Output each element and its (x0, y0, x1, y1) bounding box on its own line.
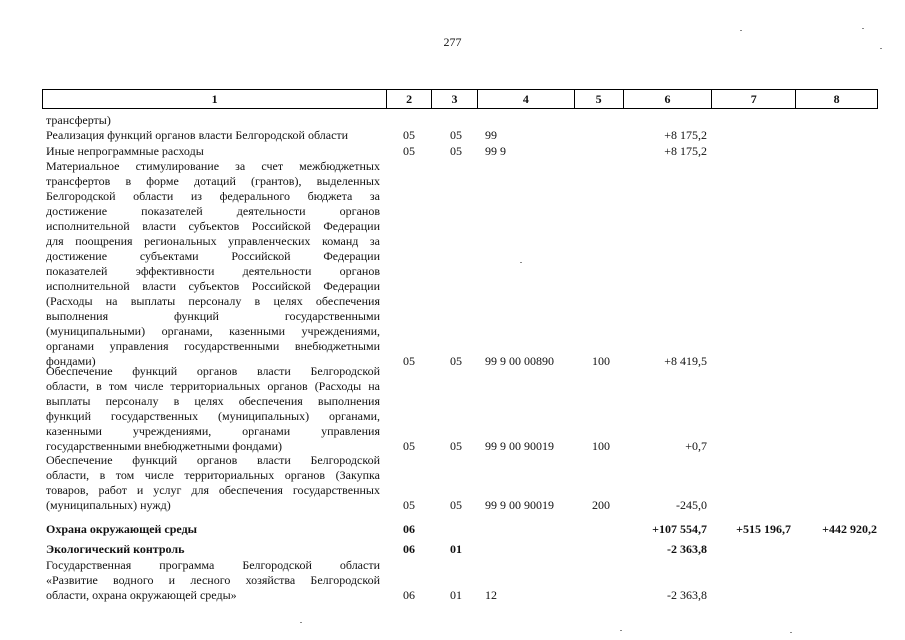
cell-c2: 06 (403, 588, 415, 602)
table-row (0, 144, 905, 159)
header-col-5: 5 (575, 90, 624, 108)
cell-c6: +8 175,2 (664, 144, 707, 158)
row-description-line: для поощрения региональных управленческих команд за (46, 234, 380, 248)
cell-c3: 05 (450, 354, 462, 368)
row-description-line: функций государственных (муниципальных) органами, (46, 409, 380, 423)
table-row (0, 159, 905, 369)
cell-c4: 12 (485, 588, 497, 602)
row-description-line: Экологический контроль (46, 542, 185, 556)
row-description-line: трансферты) (46, 113, 111, 127)
cell-c6: +0,7 (685, 439, 707, 453)
table-row (0, 364, 905, 454)
header-col-1: 1 (43, 90, 387, 108)
cell-c4: 99 (485, 128, 497, 142)
row-description-line: (Расходы на выплаты персоналу в целях обеспечения (46, 294, 380, 308)
row-description-line: показателей эффективности деятельности органов (46, 264, 380, 278)
header-col-3: 3 (432, 90, 478, 108)
row-description-line: исполнительной власти субъектов Российской Федерации (46, 219, 380, 233)
row-description-line: органами управления государственными внебюджетными (46, 339, 380, 353)
table-row (0, 113, 905, 128)
row-description-line: выплаты персоналу в целях обеспечения выполнения (46, 394, 380, 408)
cell-c2: 05 (403, 144, 415, 158)
cell-c3: 05 (450, 498, 462, 512)
cell-c2: 06 (403, 522, 415, 536)
row-description-line: Реализация функций органов власти Белгородской области (46, 128, 349, 142)
row-description-line: товаров, работ и услуг для обеспечения государственных (46, 483, 380, 497)
row-description-line: трансфертов в форме дотаций (грантов), выделенных (46, 174, 380, 188)
row-description-line: области, в том числе территориальных органов (Расходы на (46, 379, 380, 393)
cell-c3: 05 (450, 128, 462, 142)
cell-c4: 99 9 00 90019 (485, 498, 554, 512)
row-description-line: области, охрана окружающей среды» (46, 588, 237, 602)
cell-c5: 100 (592, 354, 610, 368)
header-col-4: 4 (478, 90, 575, 108)
row-description-line: казенными учреждениями, органами управления (46, 424, 380, 438)
row-description-line: выполнения функций государственными (46, 309, 380, 323)
cell-c5: 100 (592, 439, 610, 453)
cell-c3: 01 (450, 542, 462, 556)
row-description-line: Иные непрограммные расходы (46, 144, 204, 158)
row-description-line: достижение показателей деятельности органов (46, 204, 380, 218)
cell-c2: 06 (403, 542, 415, 556)
cell-c3: 05 (450, 144, 462, 158)
cell-c6: +107 554,7 (652, 522, 707, 536)
cell-c6: -245,0 (676, 498, 707, 512)
cell-c3: 01 (450, 588, 462, 602)
table-header (42, 89, 878, 109)
cell-c6: -2 363,8 (667, 542, 707, 556)
row-description-line: Обеспечение функций органов власти Белгородской (46, 453, 380, 467)
header-col-6: 6 (624, 90, 713, 108)
cell-c2: 05 (403, 354, 415, 368)
cell-c6: +8 419,5 (664, 354, 707, 368)
row-description-line: исполнительной власти субъектов Российской Федерации (46, 279, 380, 293)
row-description-line: Охрана окружающей среды (46, 522, 198, 536)
row-description-line: (муниципальными) органами, казенными учреждениями, (46, 324, 380, 338)
row-description-line: области, в том числе территориальных органов (Закупка (46, 468, 380, 482)
cell-c6: +8 175,2 (664, 128, 707, 142)
cell-c4: 99 9 00 90019 (485, 439, 554, 453)
header-col-2: 2 (387, 90, 432, 108)
cell-c5: 200 (592, 498, 610, 512)
row-description-line: достижение субъектами Российской Федерации (46, 249, 380, 263)
cell-c6: -2 363,8 (667, 588, 707, 602)
table-row (0, 542, 905, 557)
cell-c3: 05 (450, 439, 462, 453)
row-description-line: фондами) (46, 354, 96, 368)
header-col-7: 7 (712, 90, 796, 108)
table-row (0, 558, 905, 603)
table-row (0, 128, 905, 143)
cell-c8: +442 920,2 (822, 522, 877, 536)
cell-c4: 99 9 (485, 144, 506, 158)
cell-c7: +515 196,7 (736, 522, 791, 536)
row-description-line: Обеспечение функций органов власти Белгородской (46, 364, 380, 378)
table-row (0, 453, 905, 513)
cell-c2: 05 (403, 439, 415, 453)
header-col-8: 8 (833, 91, 840, 106)
row-description-line: Материальное стимулирование за счет межбюджетных (46, 159, 380, 173)
page-number: 277 (443, 35, 462, 49)
row-description-line: «Развитие водного и лесного хозяйства Белгородской (46, 573, 380, 587)
row-description-line: Государственная программа Белгородской области (46, 558, 380, 572)
cell-c2: 05 (403, 128, 415, 142)
cell-c4: 99 9 00 00890 (485, 354, 554, 368)
cell-c2: 05 (403, 498, 415, 512)
row-description-line: (муниципальных) нужд) (46, 498, 171, 512)
row-description-line: государственными внебюджетными фондами) (46, 439, 283, 453)
table-row (0, 522, 905, 537)
row-description-line: Белгородской области из федерального бюджета за (46, 189, 380, 203)
